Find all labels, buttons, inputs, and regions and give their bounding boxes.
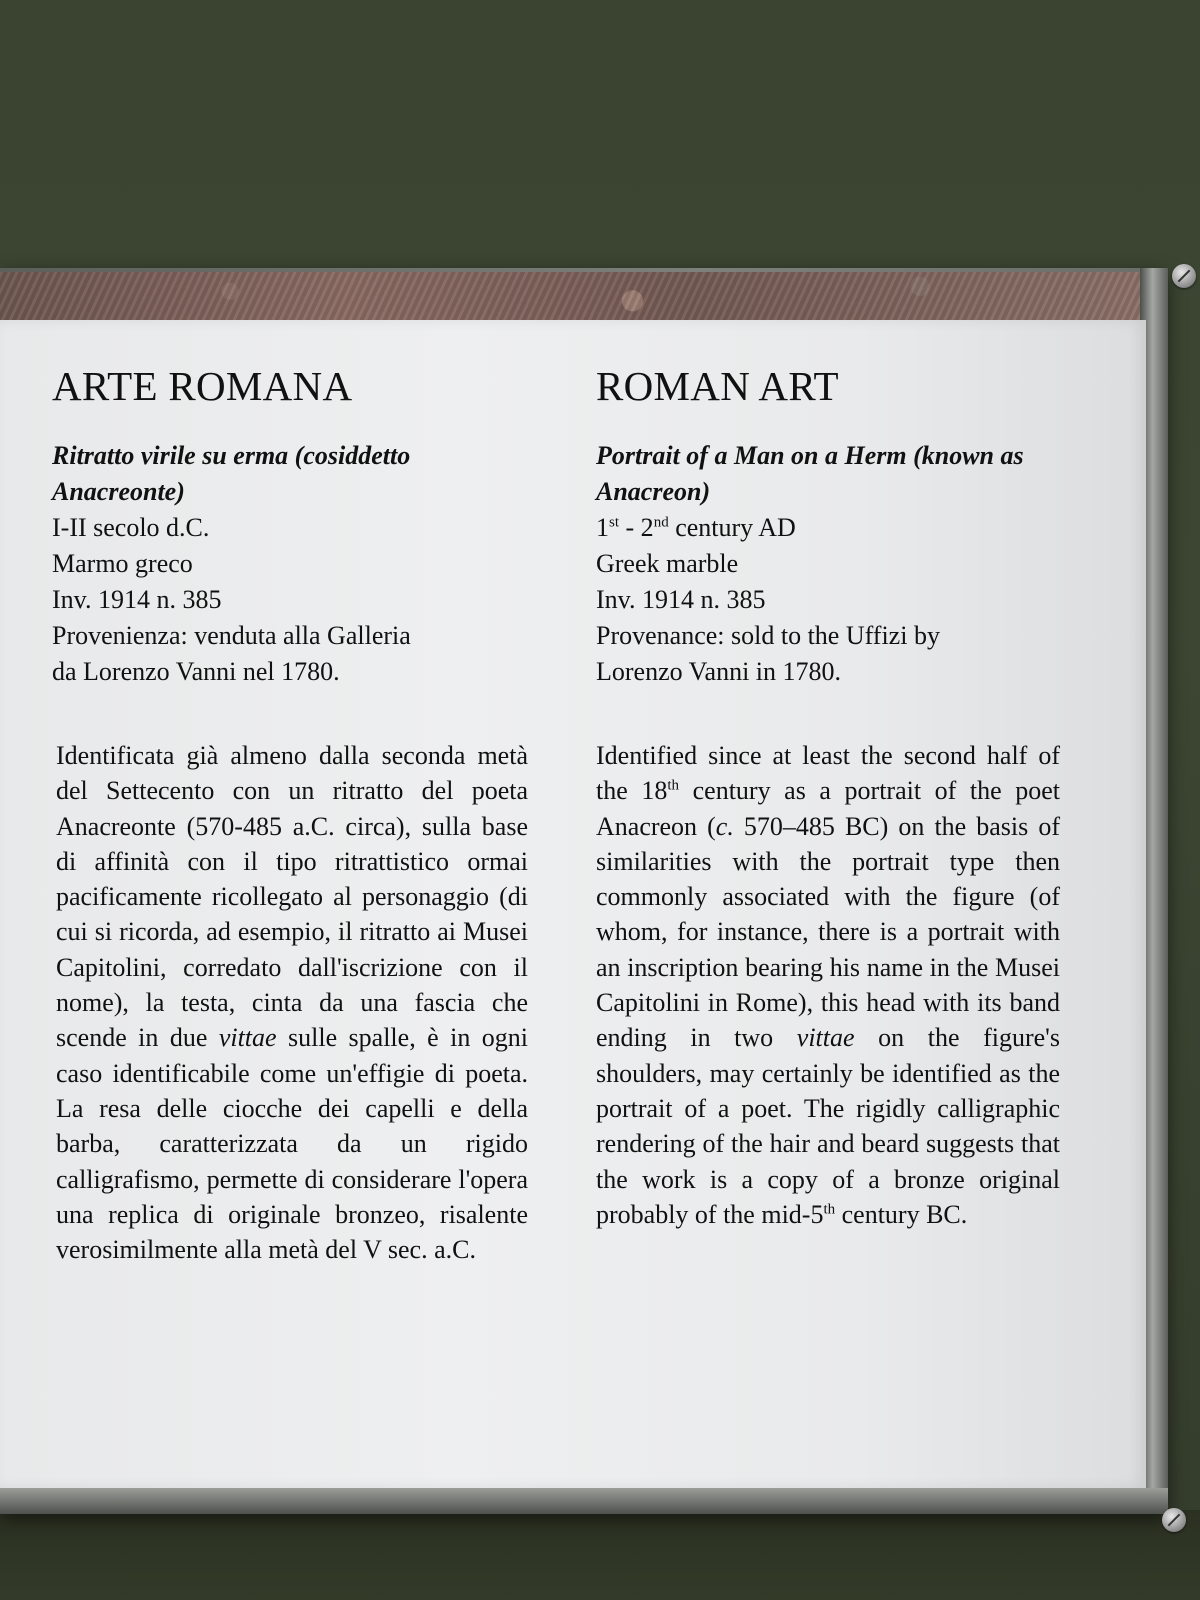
italian-meta [52, 438, 528, 690]
date-rest: century AD [668, 513, 796, 542]
english-body-text: 5 [810, 1199, 824, 1229]
english-title: Portrait of a Man on a Herm (known as Anacreon) [596, 441, 1024, 506]
label-panel [0, 320, 1146, 1488]
english-body-text: 570–485 BC) on the basis of similarities with the portrait type then commonly associated with the figure (of whom, for instance, there is a portrait with an inscription bearing his name in the Musei Capitolini in Rome), this head with its band ending in two [596, 811, 1060, 1053]
date-sep: - 2 [619, 513, 654, 542]
body-sup: th [823, 1201, 836, 1218]
marble-strip [0, 272, 1150, 320]
date-sup: nd [653, 514, 669, 531]
italian-inventory: Inv. 1914 n. 385 [52, 585, 222, 614]
italian-body-text-2: sulle spalle, è in ogni caso identificabile come un'effigie di poeta. La resa delle ciocche dei capelli e della barba, caratterizzata da un rigido calligrafismo, permette di considerare l'opera una replica di originale bronzeo, risalente verosimilmente alla metà del V sec. a.C. [56, 1023, 528, 1265]
screw-icon [1162, 1508, 1186, 1532]
screw-icon [1172, 264, 1196, 288]
italian-date: I-II secolo d.C. [52, 513, 210, 542]
italian-heading: ARTE ROMANA [52, 363, 353, 409]
english-heading: ROMAN ART [596, 363, 839, 409]
english-meta [596, 438, 1064, 690]
english-material: Greek marble [596, 549, 739, 578]
date-sup: st [609, 514, 620, 531]
italian-material: Marmo greco [52, 549, 193, 578]
italian-body [56, 738, 528, 1267]
english-body-italic: c. [715, 811, 734, 841]
english-body-text: century BC. [835, 1199, 968, 1229]
english-body-text: on the figure's shoulders, may certainly be identified as the portrait of a poet. The rigidly calligraphic rendering of the hair and beard suggests that the work is a copy of a bronze original probably of the mid- [596, 1023, 1060, 1229]
english-body-italic: vittae [796, 1023, 855, 1053]
english-body [596, 738, 1060, 1232]
italian-body-italic: vittae [218, 1023, 277, 1053]
english-body-text: century as a portrait of the poet Anacreon ( [596, 776, 1061, 841]
date-num: 1 [596, 513, 609, 542]
english-date [596, 510, 1064, 546]
italian-body-text: Identificata già almeno dalla seconda metà del Settecento con un ritratto del poeta Anacreonte (570-485 a.C. circa), sulla base di affinità con il tipo ritrattistico ormai pacificamente ricollegato al personaggio (di cui si ricorda, ad esempio, il ritratto ai Musei Capitolini, corredato dall'iscrizione con il nome), la testa, cinta da una fascia che scende in due [56, 741, 528, 1053]
english-body-text: Identified since at least the second half of the 18 [596, 741, 1060, 806]
italian-provenance-line1: Provenienza: venduta alla Galleria [52, 621, 411, 650]
metal-rail-bottom [0, 1488, 1168, 1514]
wall-bottom [0, 1510, 1200, 1600]
italian-title: Ritratto virile su erma (cosiddetto Anacreonte) [52, 441, 411, 506]
body-sup: th [667, 777, 680, 794]
italian-provenance-line2: da Lorenzo Vanni nel 1780. [52, 657, 340, 686]
english-inventory: Inv. 1914 n. 385 [596, 585, 766, 614]
english-provenance-line1: Provenance: sold to the Uffizi by [596, 621, 940, 650]
english-provenance-line2: Lorenzo Vanni in 1780. [596, 657, 842, 686]
